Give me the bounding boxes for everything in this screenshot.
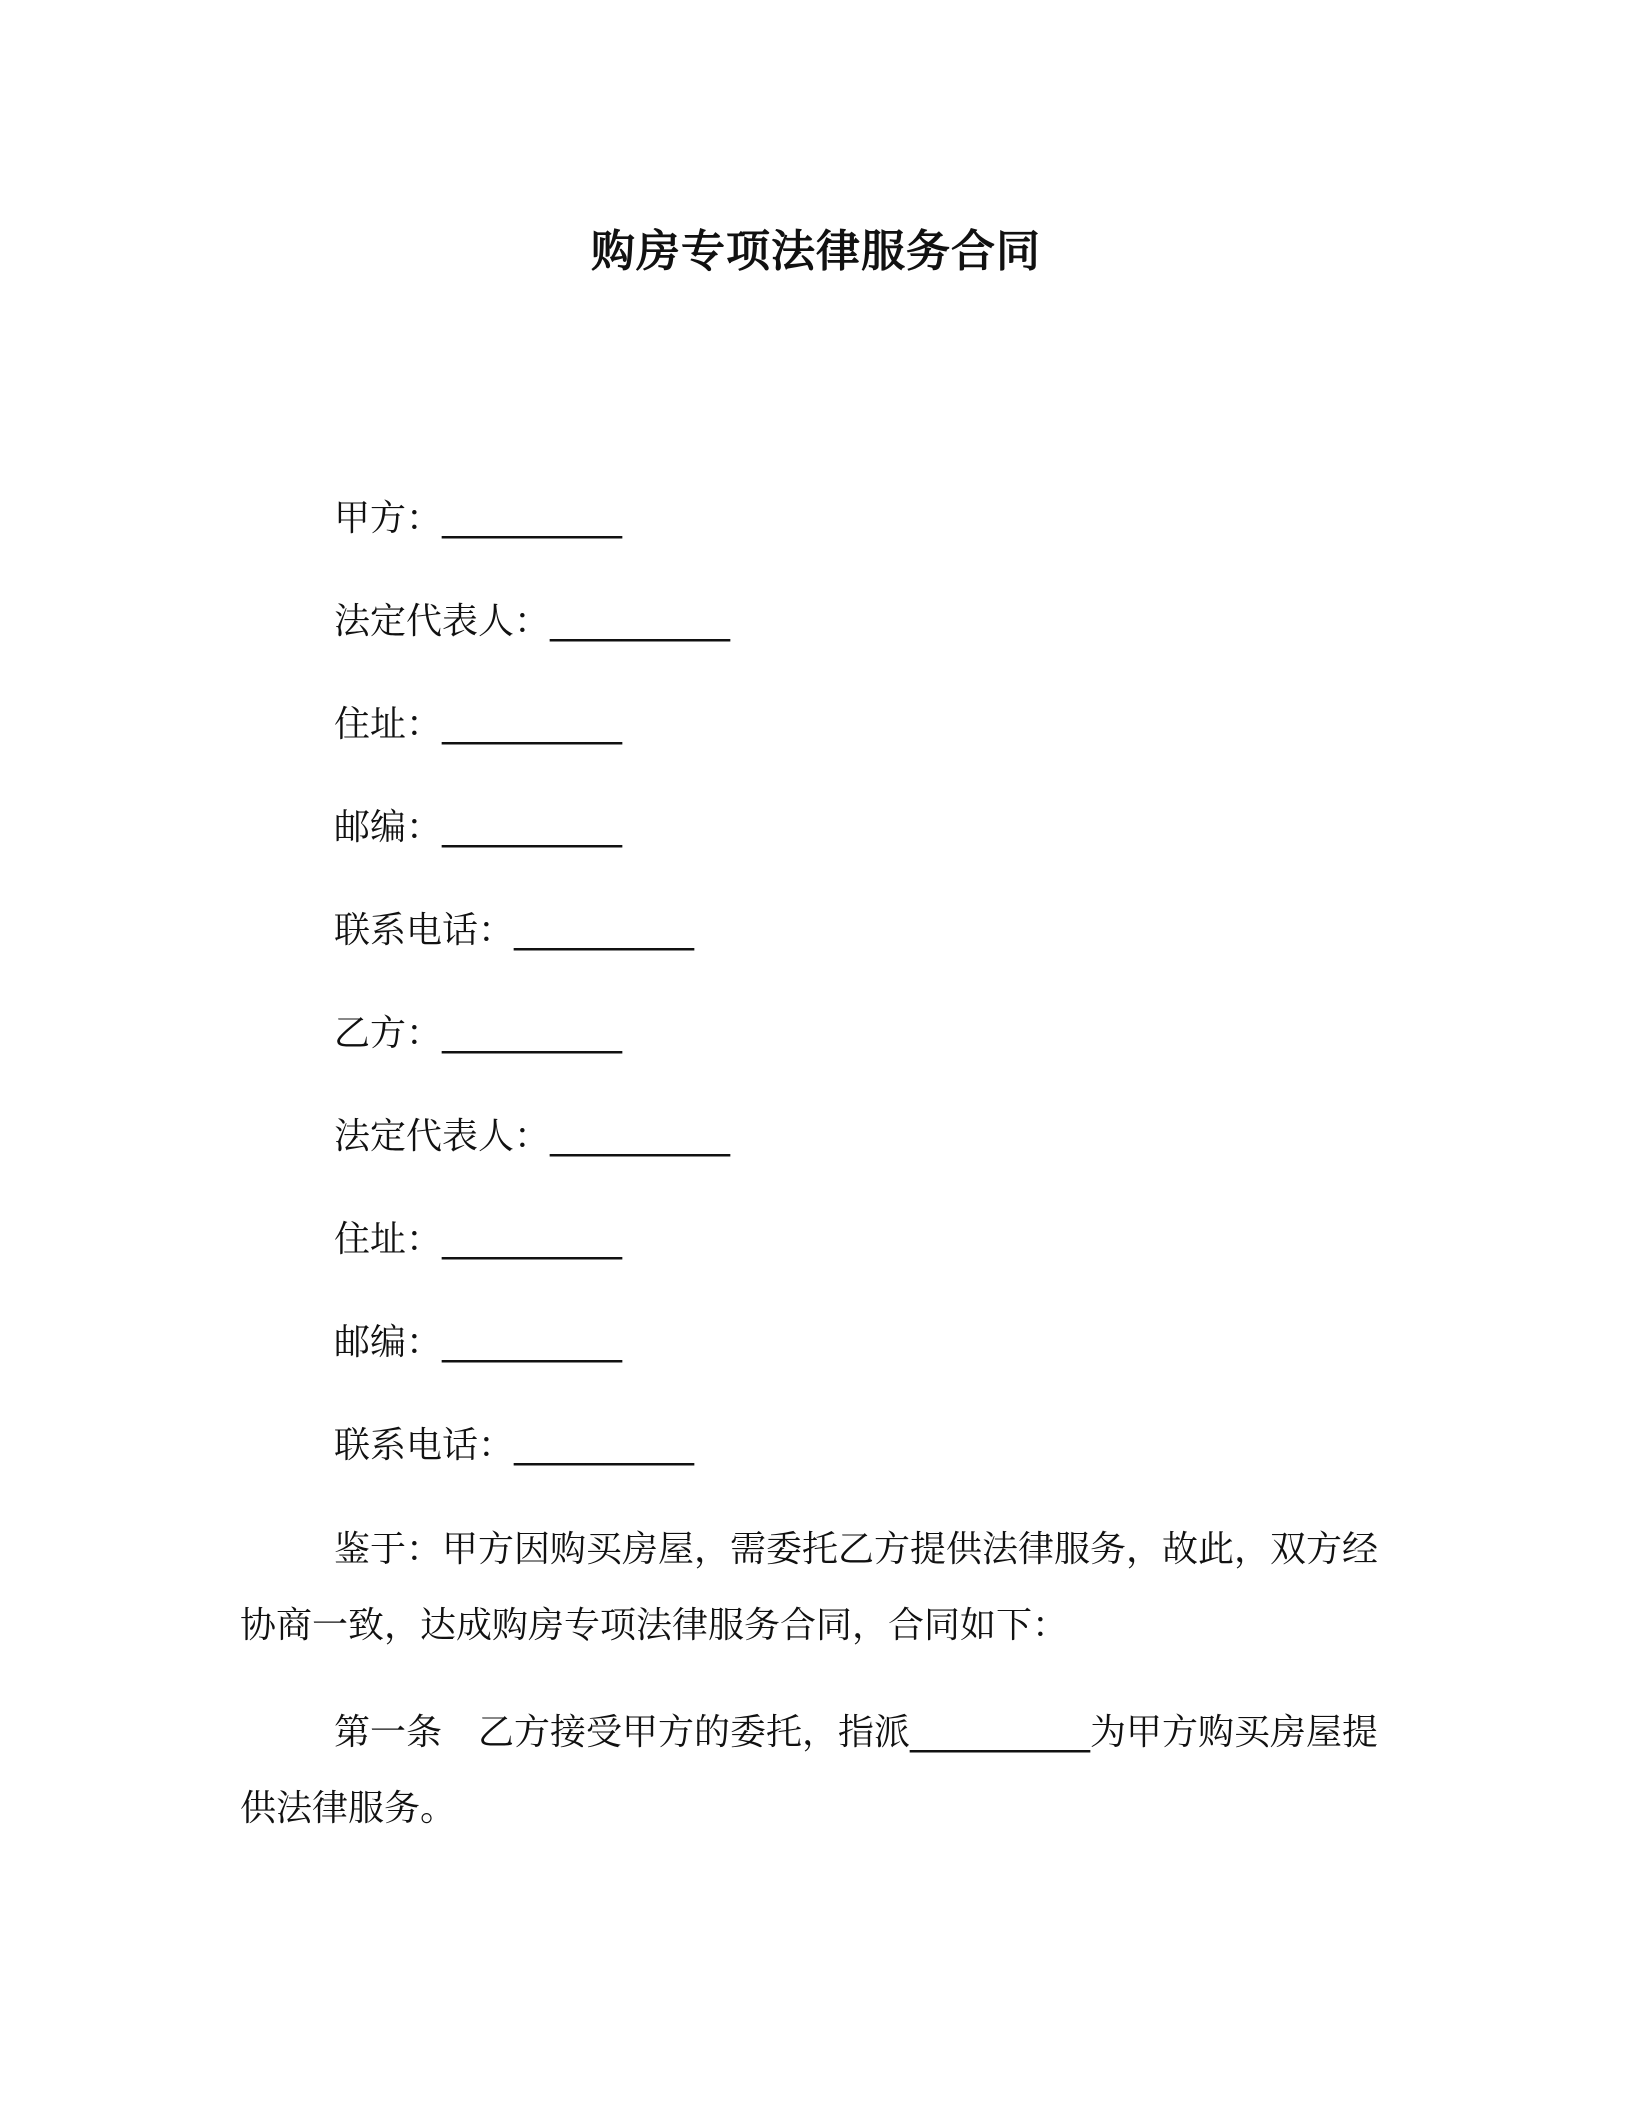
preamble-paragraph: 鉴于：甲方因购买房屋，需委托乙方提供法律服务，故此，双方经协商一致，达成购房专项法律服务合同，合同如下：	[240, 1529, 1379, 1646]
article-1-paragraph: 第一条 乙方接受甲方的委托，指派__________为甲方购买房屋提供法律服务。	[240, 1712, 1379, 1829]
party-a-address: 住址：__________	[334, 704, 623, 745]
party-b-address: 住址：__________	[334, 1219, 623, 1260]
party-a-phone: 联系电话：__________	[334, 910, 695, 951]
party-b-postcode: 邮编：__________	[334, 1322, 623, 1363]
party-b-name: 乙方：__________	[334, 1013, 623, 1054]
party-b-representative: 法定代表人：__________	[334, 1116, 731, 1157]
party-a-postcode: 邮编：__________	[334, 807, 623, 848]
document-title: 购房专项法律服务合同	[591, 226, 1041, 277]
party-a-name: 甲方：__________	[334, 498, 623, 539]
party-a-representative: 法定代表人：__________	[334, 601, 731, 642]
party-b-phone: 联系电话：__________	[334, 1425, 695, 1466]
